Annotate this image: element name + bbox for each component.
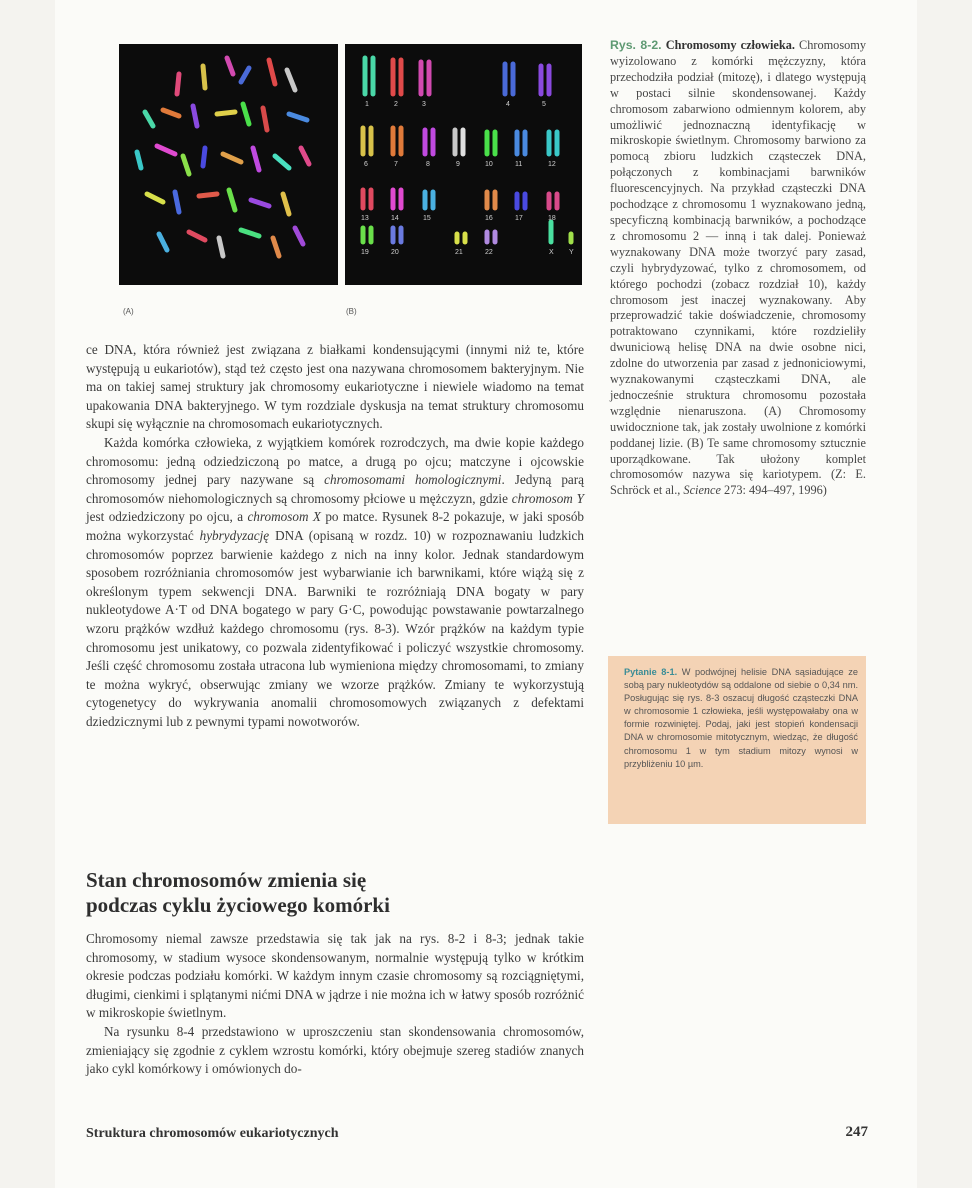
karyotype-label: 1 [365, 101, 369, 108]
figure-title: Chromosomy człowieka. [665, 38, 795, 52]
karyotype-label: 8 [426, 161, 430, 168]
body-paragraph: Chromosomy niemal zawsze przedstawia się tak jak na rys. 8-2 i 8-3; jednak takie chromosomy, w stadium wysoce skondensowanym, normalnie występują tylko w krótkim okresie podczas podziału komórki. W każdym innym czasie chromosomy są rozciągniętymi, długimi, cienkimi i splątanymi nićmi DNA w jądrze i nie można ich w łatwy sposób rozróżnić w mikroskopie świetlnym. [86, 931, 584, 1021]
karyotype-label: 4 [506, 101, 510, 108]
karyotype-label: 5 [542, 101, 546, 108]
question-label: Pytanie 8-1. [624, 667, 678, 677]
body-paragraph: Na rysunku 8-4 przedstawiono w uproszczeniu stan skondensowania chromosomów, zmieniający się zgodnie z cyklem wzrostu komórki, który obejmuje szereg stadiów znanych jako cykl komórkowy i omówionych do- [86, 1023, 584, 1077]
question-text: W podwójnej helisie DNA sąsiadujące ze sobą pary nukleotydów są oddalone od siebie o 0,34 nm. Posługując się rys. 8-3 oszacuj długość cząsteczki DNA w chromosomie 1 człowieka, jeśli występowałaby ona w formie rozwiniętej. Podaj, jaki jest stopień kondensacji DNA w chromosomie mitotycznym, wiedząc, że długość chromosomu 1 w tym stadium mitozy wynosi w przybliżeniu 10 µm. [624, 667, 858, 769]
page-number: 247 [845, 1124, 868, 1140]
caption-journal: Science [683, 483, 721, 498]
karyotype-label: 17 [515, 215, 523, 222]
figure-panel-b-karyotype [345, 44, 582, 285]
term-chromosome-y: chromosom Y [511, 490, 584, 506]
caption-citation: 273: 494–497, 1996) [724, 483, 827, 498]
panel-b-label: (B) [346, 307, 357, 316]
karyotype-label: 2 [394, 101, 398, 108]
karyotype-label: 22 [485, 249, 493, 256]
term-hybridization: hybrydyzację [199, 527, 270, 543]
karyotype-label: 14 [391, 215, 399, 222]
body-paragraph: ce DNA, która również jest związana z białkami kondensującymi (innymi niż te, które występują u eukariotów), stąd też często jest ona nazywana chromosomem bakteryjnym. Nie ma on takiej samej struktury jak chromosomy eukariotyczne i niewiele wiadomo na temat upakowania DNA bakteryjnego. W tym rozdziale dyskusja na temat struktury chromosomu skupi się wyłącznie na chromosomach eukariotycznych. [86, 342, 584, 432]
karyotype-label: 3 [422, 101, 426, 108]
karyotype-label: 9 [456, 161, 460, 168]
karyotype-label: 20 [391, 249, 399, 256]
running-footer-title: Struktura chromosomów eukariotycznych [86, 1126, 339, 1141]
karyotype-label: 12 [548, 161, 556, 168]
karyotype-label: X [549, 249, 554, 256]
karyotype-label: 21 [455, 249, 463, 256]
section-heading: Stan chromosomów zmienia się podczas cyklu życiowego komórki [86, 868, 390, 917]
panel-a-label: (A) [123, 307, 134, 316]
main-body-text [86, 341, 584, 731]
karyotype-label: 15 [423, 215, 431, 222]
karyotype-label: 18 [548, 215, 556, 222]
karyotype-label: Y [569, 249, 574, 256]
figure-number: Rys. 8-2. [610, 38, 662, 52]
figure-panel-a-spread-chromosomes [119, 44, 338, 285]
term-chromosome-x: chromosom X [247, 509, 321, 525]
karyotype-label: 13 [361, 215, 369, 222]
caption-text: Chromosomy wyizolowano z komórki mężczyzny, która przechodziła podział (mitozę), i dlatego występują w postaci silnie skondensowanej. Każdy chromosom zabarwiono odmiennym kolorem, aby umożliwić jednoznaczną identyfikację w mikroskopie świetlnym. Chromosomy barwiono za pomocą zbioru ludzkich cząsteczek DNA, połączonych z kombinacjami barwników fluorescencyjnych. Na przykład cząsteczki DNA pochodzące z chromosomu 1 wyznakowano jedną, specyficzną kombinacją barwników, a pochodzące z chromosomu 2 — inną i tak dalej. Ponieważ wyznakowany DNA może tworzyć pary zasad, czyli hybrydyzować, tylko z chromosomem, od którego pochodzi (zobacz rozdział 10), każdy chromosom jest inaczej wyznakowany. Aby przeprowadzić takie doświadczenie, chromosomy potraktowano czynnikami, które rozdzieliły dwuniciową helisę DNA na dwie osobne nici, zdolne do utworzenia par zasad z jednoniciowymi, wyznakowanymi cząsteczkami DNA, ale jednocześnie struktura chromosomu pozostała względnie nienaruszona. (A) Chromosomy uwidocznione tak, jak zostały uwolnione z komórki poddanej lizie. (B) Te same chromosomy sztucznie uporządkowane. Tak ułożony komplet chromosomów nazywa się kariotypem. (Z: E. Schröck et al., [610, 38, 866, 498]
karyotype-label: 16 [485, 215, 493, 222]
karyotype-image [345, 44, 582, 285]
karyotype-label: 11 [515, 161, 523, 168]
figure-caption [610, 38, 866, 499]
karyotype-label: 6 [364, 161, 368, 168]
chromosome-spread-image [119, 44, 338, 285]
body-paragraph: Każda komórka człowieka, z wyjątkiem komórek rozrodczych, ma dwie kopie każdego chromosomu: jedną odziedziczoną po matce, a drugą po ojcu; matczyne i ojcowskie chromosomy jednej pary nazywane są chromosomami homologicznymi. Jedyną parą chromosomów niehomologicznych są chromosomy płciowe u mężczyzn, gdzie chromosom Y jest odziedziczony po ojcu, a chromosom X po matce. Rysunek 8-2 pokazuje, w jaki sposób można wykorzystać hybrydyzację DNA (opisaną w rozdz. 10) w rozpoznawaniu ludzkich chromosomów poprzez barwienie każdego z nich na inny kolor. Jednak standardowym sposobem rozróżniania chromosomów jest wybarwianie ich barwnikami, które wiążą się z określonym typem sekwencji DNA. Barwniki te rozróżniają DNA bogaty w pary nukleotydowe A·T od DNA bogatego w pary G·C, powodując powstawanie powtarzalnego wzoru prążków wzdłuż każdego chromosomu (rys. 8-3). Wzór prążków na każdym typie chromosomu jest unikatowy, co pozwala zidentyfikować i policzyć wszystkie chromosomy. Jeśli część chromosomu została utracona lub wymieniona między chromosomami, to zmiany te można wykryć, obserwując zmiany we wzorze prążków. Zmiany te wykorzystują cytogenetycy do wykrywania anomalii chromosomowych związanych z defektami dziedzicznymi lub z pewnymi typami nowotworów. [86, 434, 585, 729]
question-box [608, 656, 866, 824]
section-body-text [86, 930, 584, 1079]
karyotype-label: 19 [361, 249, 369, 256]
karyotype-label: 10 [485, 161, 493, 168]
karyotype-label: 7 [394, 161, 398, 168]
term-homologous-chromosomes: chromosomami homologicznymi [324, 472, 502, 488]
